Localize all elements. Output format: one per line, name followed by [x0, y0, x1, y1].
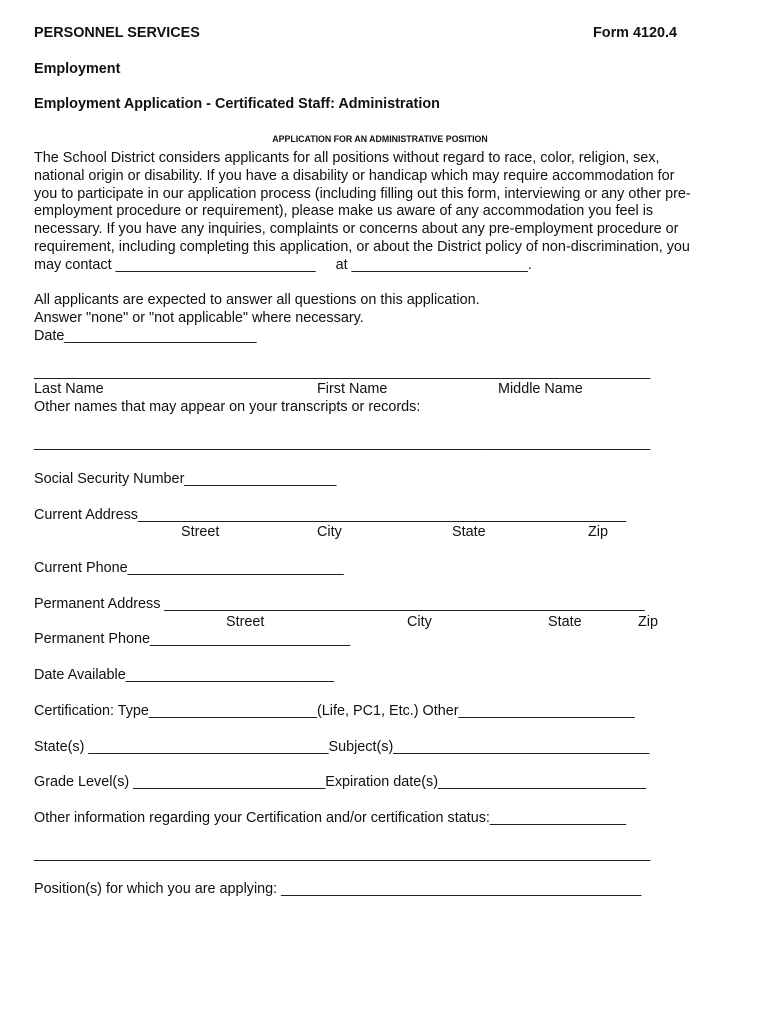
intro-line-7: may contact _________________________ at ______________________. [34, 257, 532, 273]
current-phone-field[interactable]: Current Phone___________________________ [34, 560, 344, 576]
permanent-state-label: State [548, 614, 582, 630]
last-name-label: Last Name [34, 381, 104, 397]
permanent-zip-label: Zip [638, 614, 658, 630]
permanent-city-label: City [407, 614, 432, 630]
permanent-street-label: Street [226, 614, 265, 630]
permanent-address-field[interactable]: Permanent Address ____________________________________________________________ [34, 596, 645, 612]
first-name-label: First Name [317, 381, 388, 397]
ssn-field[interactable]: Social Security Number___________________ [34, 471, 337, 487]
current-address-field[interactable]: Current Address_____________________________________________________________ [34, 507, 627, 523]
form-subtitle: Employment Application - Certificated Staff: Administration [34, 96, 440, 112]
states-subjects-field[interactable]: State(s) ______________________________Subject(s)________________________________ [34, 739, 650, 755]
form-number: Form 4120.4 [593, 25, 677, 41]
section-heading: Employment [34, 61, 121, 77]
current-street-label: Street [181, 524, 220, 540]
current-city-label: City [317, 524, 342, 540]
intro-line-6: requirement, including completing this application, or about the District policy of non-discrimination, you [34, 239, 690, 255]
other-certification-info-field[interactable]: Other information regarding your Certification and/or certification status:_________________ [34, 810, 626, 826]
department-heading: PERSONNEL SERVICES [34, 25, 200, 41]
permanent-phone-field[interactable]: Permanent Phone_________________________ [34, 631, 351, 647]
other-certification-info-rule[interactable]: _____________________________________________________________________________ [34, 846, 651, 862]
date-field[interactable]: Date________________________ [34, 328, 257, 344]
current-state-label: State [452, 524, 486, 540]
instruction-line-2: Answer "none" or "not applicable" where necessary. [34, 310, 364, 326]
form-title: APPLICATION FOR AN ADMINISTRATIVE POSITION [272, 134, 488, 144]
date-available-field[interactable]: Date Available__________________________ [34, 667, 334, 683]
middle-name-label: Middle Name [498, 381, 583, 397]
instruction-line-1: All applicants are expected to answer all questions on this application. [34, 292, 480, 308]
other-names-label: Other names that may appear on your transcripts or records: [34, 399, 421, 415]
full-name-field[interactable]: _____________________________________________________________________________ [34, 364, 651, 380]
certification-type-field[interactable]: Certification: Type_____________________(Life, PC1, Etc.) Other______________________ [34, 703, 635, 719]
other-names-field[interactable]: _____________________________________________________________________________ [34, 435, 651, 451]
grade-levels-expiration-field[interactable]: Grade Level(s) ________________________Expiration date(s)__________________________ [34, 774, 647, 790]
intro-line-3: you to participate in our application process (including filling out this form, interviewing or any other pre- [34, 186, 691, 202]
intro-line-5: necessary. If you have any inquiries, complaints or concerns about any pre-employment procedure or [34, 221, 679, 237]
positions-applying-field[interactable]: Position(s) for which you are applying: _____________________________________________ [34, 881, 642, 897]
current-zip-label: Zip [588, 524, 608, 540]
intro-line-1: The School District considers applicants for all positions without regard to race, color, religion, sex, [34, 150, 660, 166]
intro-line-4: employment procedure or requirement), please make us aware of any accommodation you feel is [34, 203, 654, 219]
intro-line-2: national origin or disability. If you have a disability or handicap which may require accommodation for [34, 168, 675, 184]
